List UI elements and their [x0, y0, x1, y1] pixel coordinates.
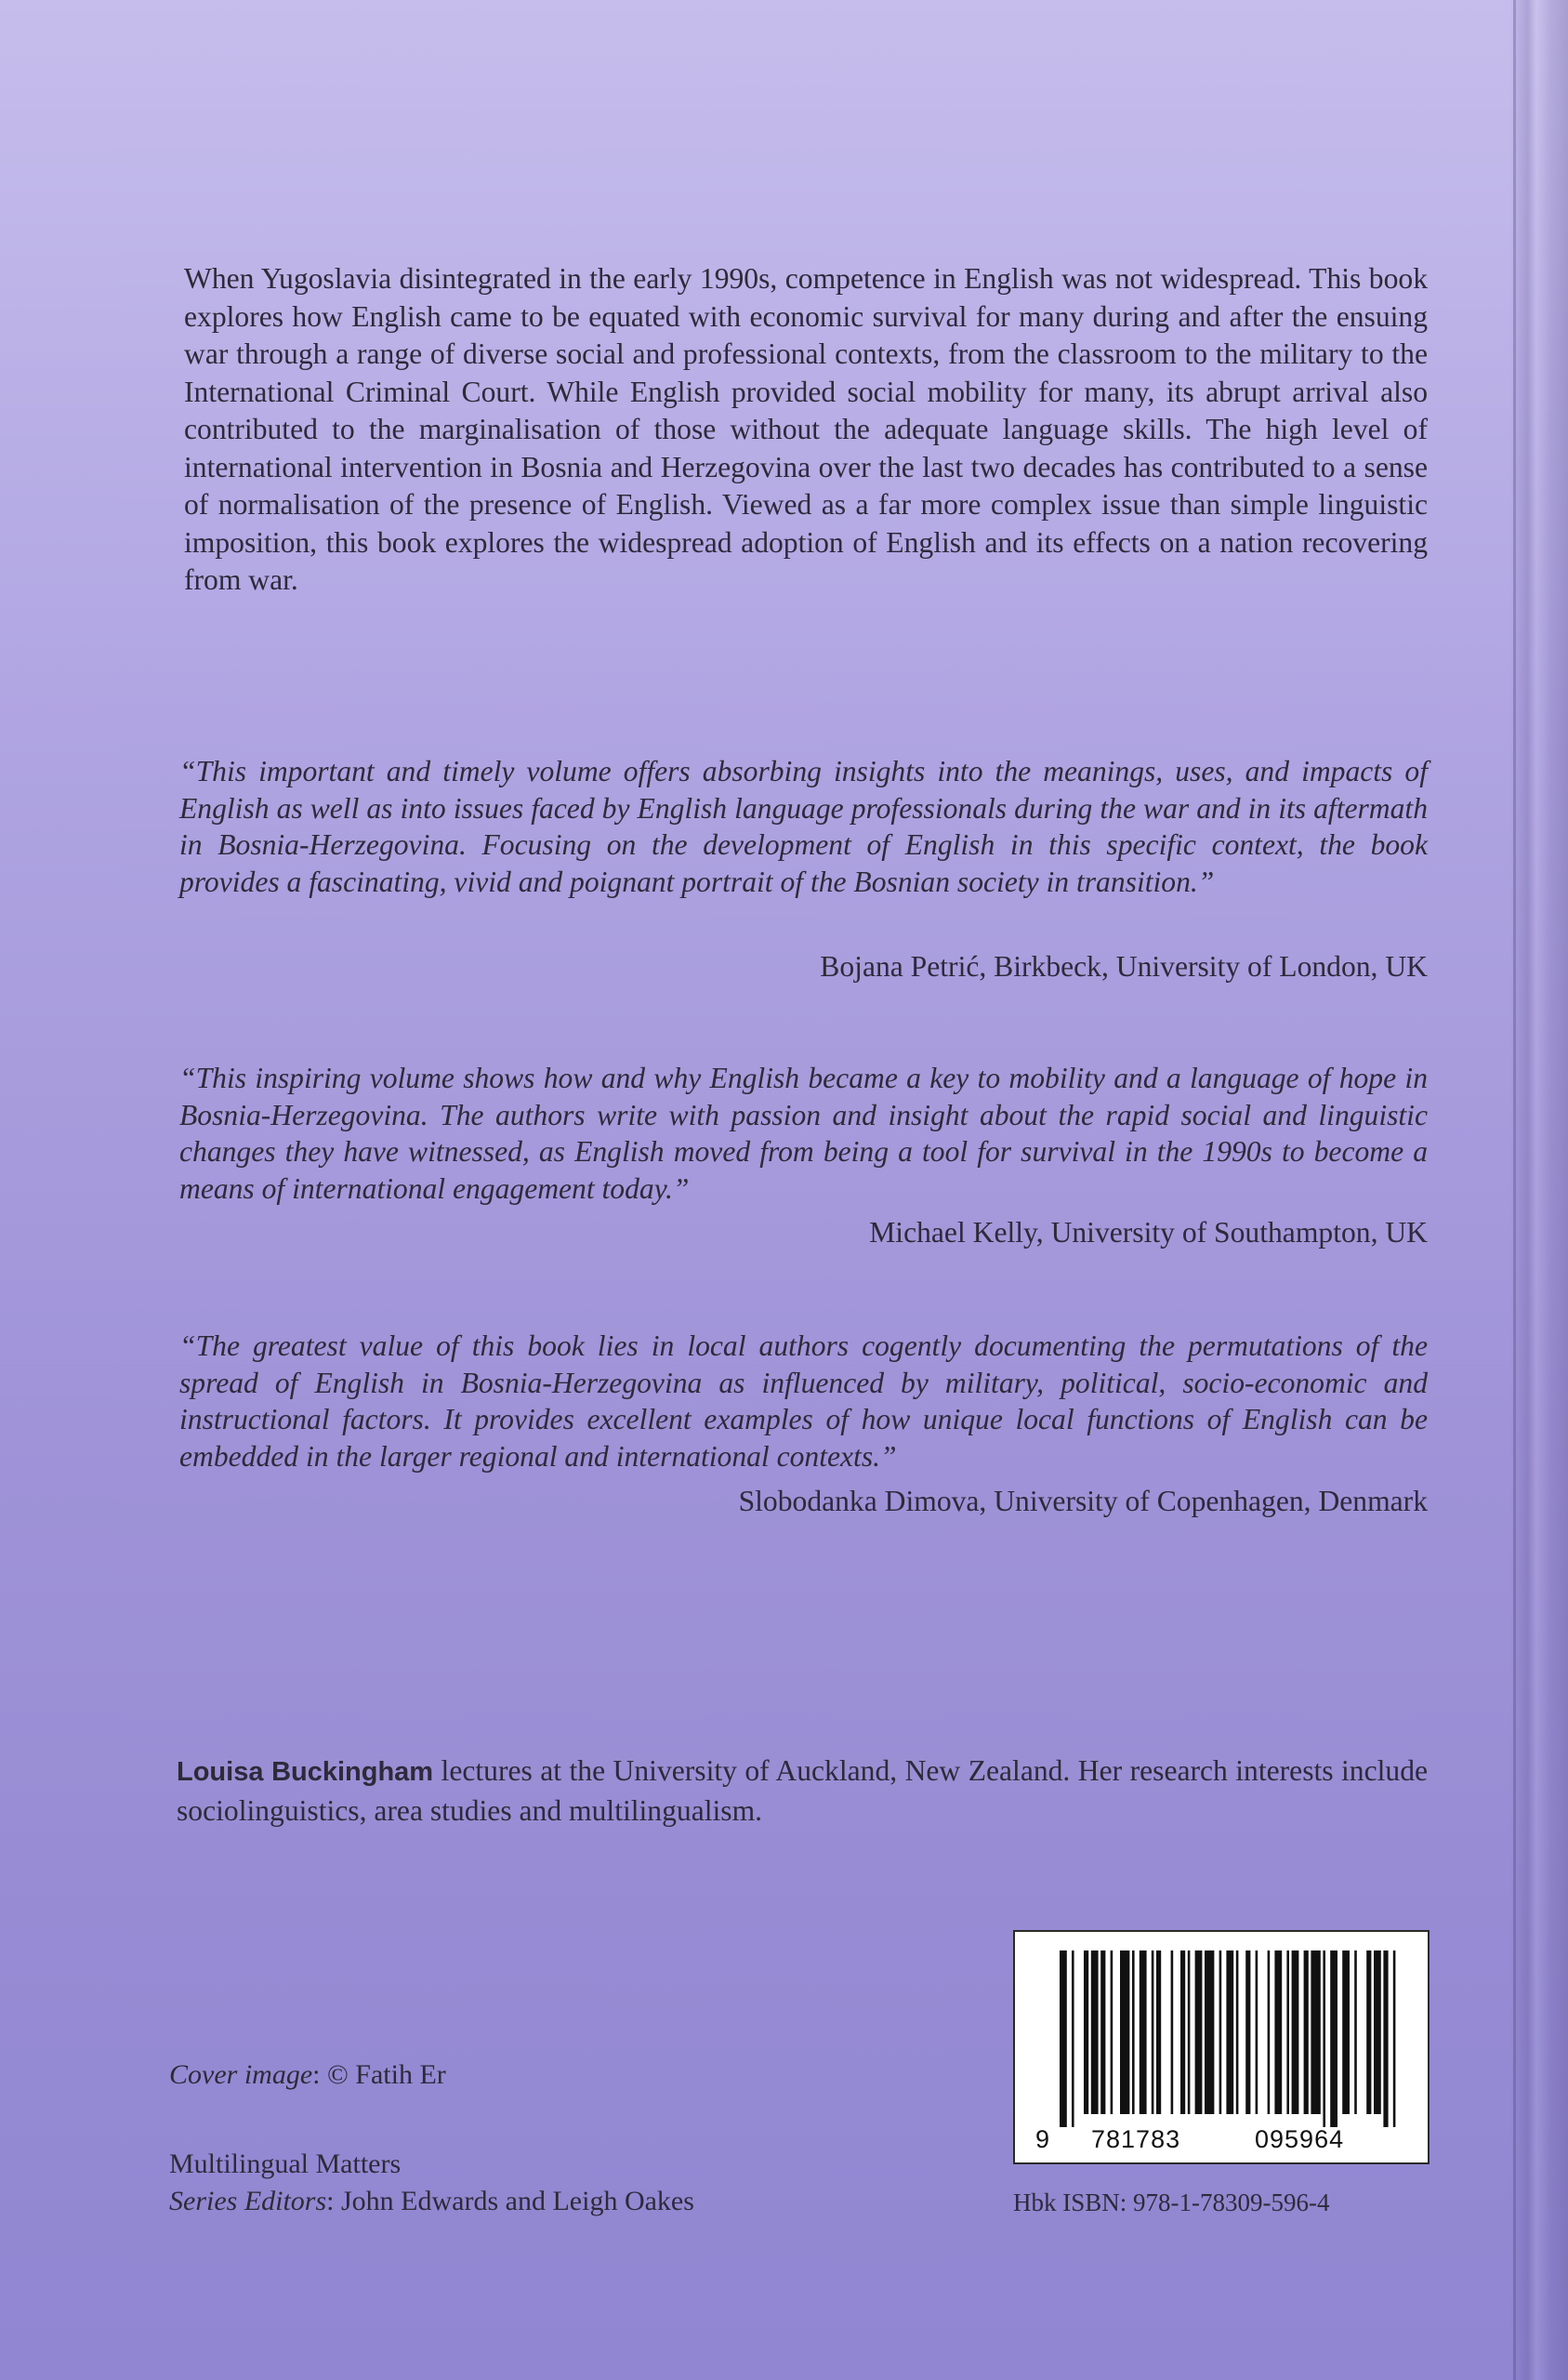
endorsement-quote: “The greatest value of this book lies in local authors cogently documenting the permutations of the spread of English in Bosnia-Herzegovina as influenced by military, political, socio-economic and instructional factors. It provides excellent examples of how unique local functions of English can be embedded in the larger regional and international contexts.”: [179, 1329, 1428, 1473]
endorsement-attribution: Slobodanka Dimova, University of Copenhagen, Denmark: [738, 1485, 1428, 1517]
barcode-bar: [1152, 1950, 1154, 2114]
barcode-bar: [1393, 1950, 1396, 2127]
barcode-bar: [1366, 1950, 1371, 2114]
cover-image-value: : © Fatih Er: [312, 2059, 446, 2090]
author-bio: [177, 1752, 1428, 1830]
barcode-bar: [1274, 1950, 1282, 2114]
author-bio-text: lectures at the University of Auckland, New Zealand. Her research interests include sociolinguistics, area studies and multilingualism.: [177, 1754, 1429, 1827]
barcode-bar: [1205, 1950, 1214, 2114]
barcode-bar: [1072, 1950, 1074, 2127]
barcode-lead-digit: 9: [1035, 2125, 1050, 2153]
barcode-bar: [1383, 1950, 1388, 2127]
barcode-bar: [1292, 1950, 1299, 2114]
barcode-digits-right: 095964: [1255, 2125, 1345, 2153]
series-editors-label: Series Editors: [169, 2186, 327, 2216]
barcode-digits-left: 781783: [1091, 2125, 1181, 2153]
barcode-bar: [1219, 1950, 1222, 2114]
barcode-bar: [1236, 1950, 1239, 2114]
endorsement-attribution: Michael Kelly, University of Southampton, UK: [869, 1216, 1428, 1249]
barcode-bar: [1171, 1950, 1174, 2114]
barcode-bar: [1156, 1950, 1161, 2114]
barcode-bar: [1245, 1950, 1250, 2114]
barcode-bar: [1060, 1950, 1067, 2127]
barcode-bar: [1120, 1950, 1129, 2114]
barcode-bar: [1342, 1950, 1350, 2114]
barcode-bar: [1100, 1950, 1105, 2114]
barcode-bar: [1311, 1950, 1320, 2114]
cover-image-label: Cover image: [169, 2059, 313, 2090]
barcode-bar: [1374, 1950, 1381, 2114]
barcode-bar: [1330, 1950, 1337, 2127]
endorsement-quote: “This important and timely volume offers absorbing insights into the meanings, uses, and impacts of English as well as into issues faced by English language professionals during the war and in its aftermath in Bosnia-Herzegovina. Focusing on the development of English in this specific context, the book provides a fascinating, vivid and poignant portrait of the Bosnian society in transition.”: [179, 755, 1428, 898]
barcode: [1013, 1930, 1430, 2164]
barcode-bar: [1180, 1950, 1185, 2114]
barcode-bar: [1286, 1950, 1289, 2114]
barcode-bar: [1256, 1950, 1258, 2114]
spine-edge: [1510, 0, 1568, 2380]
spine-hinge: [1513, 0, 1516, 2380]
barcode-bar: [1140, 1950, 1147, 2114]
barcode-bar: [1268, 1950, 1271, 2114]
barcode-bar: [1323, 1950, 1325, 2127]
isbn-label: Hbk ISBN: 978-1-78309-596-4: [1013, 2188, 1330, 2216]
barcode-bar: [1195, 1950, 1203, 2114]
barcode-bar: [1084, 1950, 1088, 2114]
series-editors-value: : John Edwards and Leigh Oakes: [326, 2186, 694, 2216]
barcode-graphic: [1015, 1932, 1428, 2162]
endorsement-quote: “This inspiring volume shows how and why English became a key to mobility and a language of hope in Bosnia-Herzegovina. The authors write with passion and insight about the rapid social and linguistic changes they have witnessed, as English moved from being a tool for survival in the 1990s to become a means of international engagement today.”: [179, 1062, 1428, 1205]
barcode-bar: [1091, 1950, 1099, 2114]
barcode-bar: [1304, 1950, 1309, 2114]
book-blurb: When Yugoslavia disintegrated in the early 1990s, competence in English was not widespread. This book explores how English came to be equated with economic survival for many during and after the ensuing war through a range of diverse social and professional contexts, from the classroom to the military to the International Criminal Court. While English provided social mobility for many, its abrupt arrival also contributed to the marginalisation of those without the adequate language skills. The high level of international intervention in Bosnia and Herzegovina over the last two decades has contributed to a sense of normalisation of the presence of English. Viewed as a far more complex issue than simple linguistic imposition, this book explores the widespread adoption of English and its effects on a nation recovering from war.: [184, 262, 1428, 596]
barcode-bar: [1354, 1950, 1357, 2114]
barcode-bar: [1111, 1950, 1113, 2114]
endorsement-attribution: Bojana Petrić, Birkbeck, University of London, UK: [820, 950, 1428, 983]
cover-image-credit: [169, 2056, 446, 2094]
author-name: Louisa Buckingham: [177, 1757, 434, 1787]
series-editors: [169, 2183, 694, 2220]
barcode-bar: [1132, 1950, 1135, 2114]
barcode-bar: [1188, 1950, 1191, 2114]
series-name: Multilingual Matters: [169, 2149, 402, 2179]
barcode-bar: [1226, 1950, 1233, 2114]
